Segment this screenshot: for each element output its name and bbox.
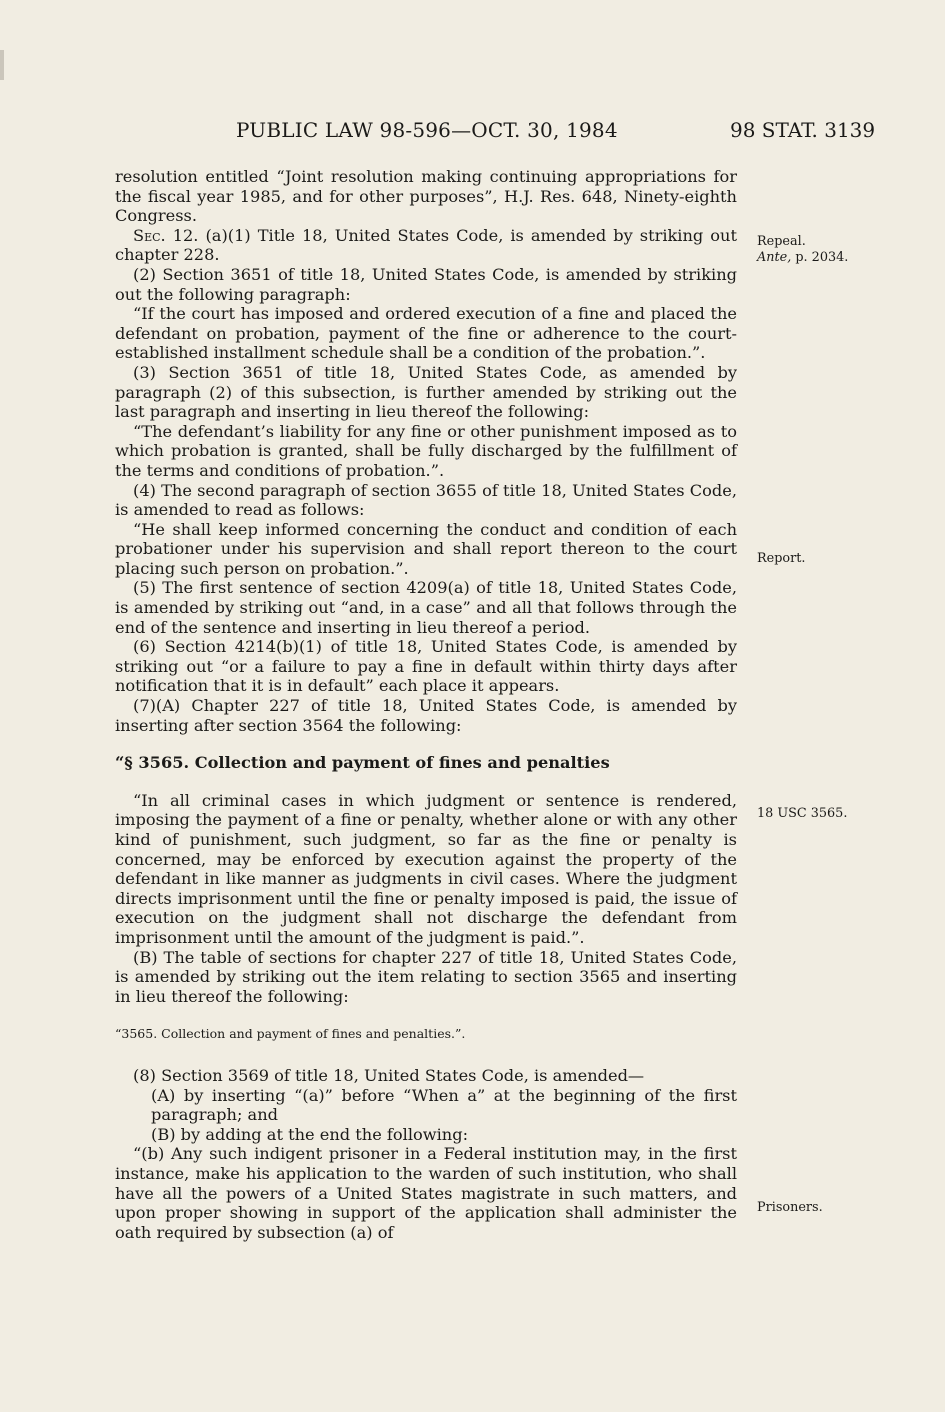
paragraph-4: (4) The second paragraph of section 3655 of title 18, United States Code, is amended to read as follows: <box>115 480 737 520</box>
paragraph-2: (2) Section 3651 of title 18, United States Code, is amended by striking out the following paragraph: <box>115 264 737 304</box>
paragraph-3: (3) Section 3651 of title 18, United States Code, as amended by paragraph (2) of this subsection, is further amended by striking out the last paragraph and inserting in lieu thereof the following: <box>115 362 737 422</box>
margin-note-repeal-label: Repeal. <box>757 234 806 249</box>
section-label: Sec. 12. <box>133 225 199 245</box>
paragraph-8a <box>115 1086 737 1125</box>
scan-edge-mark <box>0 50 4 80</box>
paragraph-8b: (B) by adding at the end the following: <box>151 1124 469 1144</box>
margin-note-ante-prefix: Ante, <box>757 250 792 265</box>
section-text: (a)(1) Title 18, United States Code, is amended by striking out chapter 228. <box>115 225 737 265</box>
paragraph-7-quote: “In all criminal cases in which judgment or sentence is rendered, imposing the payment of a fine or penalty, whether alone or with any other kind of punishment, such judgment, so far as the fine or penalty is concerned, may be enforced by execution against the property of the defendant in like manner as judgments in civil cases. Where the judgment directs imprisonment until the fine or penalty imposed is paid, the issue of execution on the judgment shall not discharge the defendant from imprisonment until the amount of the judgment is paid.”. <box>115 790 737 947</box>
margin-note-usc: 18 USC 3565. <box>757 806 848 821</box>
paragraph-7: (7)(A) Chapter 227 of title 18, United States Code, is amended by inserting after section 3564 the following: <box>115 696 737 735</box>
margin-note-repeal <box>757 234 848 266</box>
body-text <box>115 167 737 1242</box>
paragraph-8: (8) Section 3569 of title 18, United States Code, is amended— <box>133 1065 645 1085</box>
paragraph-8-quote: “(b) Any such indigent prisoner in a Federal institution may, in the first instance, make his application to the warden of such institution, who shall have all the powers of a United States magistrate in such matters, and upon proper showing in support of the application shall administer the oath required by subsection (a) of <box>115 1144 737 1242</box>
margin-note-report: Report. <box>757 551 806 566</box>
margin-note-ante <box>757 250 848 266</box>
table-of-sections-line: “3565. Collection and payment of fines and penalties.”. <box>115 1026 466 1042</box>
paragraph-5: (5) The first sentence of section 4209(a) of title 18, United States Code, is amended by striking out “and, in a case” and all that follows through the end of the sentence and inserting in lieu thereof a period. <box>115 578 737 637</box>
paragraph-8a-text: (A) by inserting “(a)” before “When a” at the beginning of the first paragraph; and <box>151 1085 737 1125</box>
page-header <box>0 118 945 148</box>
header-title: PUBLIC LAW 98-596—OCT. 30, 1984 <box>236 118 618 142</box>
paragraph-6: (6) Section 4214(b)(1) of title 18, United States Code, is amended by striking out “or a failure to pay a fine in default within thirty days after notification that it is in default” each place it appears. <box>115 637 737 696</box>
header-stat-page: 98 STAT. 3139 <box>730 118 876 142</box>
paragraph-sec-12 <box>115 226 737 265</box>
paragraph-2-quote: “If the court has imposed and ordered execution of a fine and placed the defendant on probation, payment of the fine or adherence to the court-established installment schedule shall be a condition of the probation.”. <box>115 304 737 363</box>
paragraph-7b: (B) The table of sections for chapter 227 of title 18, United States Code, is amended by striking out the item relating to section 3565 and inserting in lieu thereof the following: <box>115 947 737 1006</box>
paragraph-4-quote: “He shall keep informed concerning the conduct and condition of each probationer under his supervision and shall report thereon to the court placing such person on probation.”. <box>115 519 737 578</box>
margin-note-ante-page: p. 2034. <box>795 250 849 265</box>
paragraph-3-quote: “The defendant’s liability for any fine or other punishment imposed as to which probation is granted, shall be fully discharged by the fulfillment of the terms and conditions of probation.”. <box>115 421 737 480</box>
margin-note-prisoners: Prisoners. <box>757 1200 823 1215</box>
paragraph-continuation: resolution entitled “Joint resolution making continuing appropriations for the fiscal year 1985, and for other purposes”, H.J. Res. 648, Ninety-eighth Congress. <box>115 167 737 226</box>
section-heading-3565: “§ 3565. Collection and payment of fines and penalties <box>115 753 610 773</box>
